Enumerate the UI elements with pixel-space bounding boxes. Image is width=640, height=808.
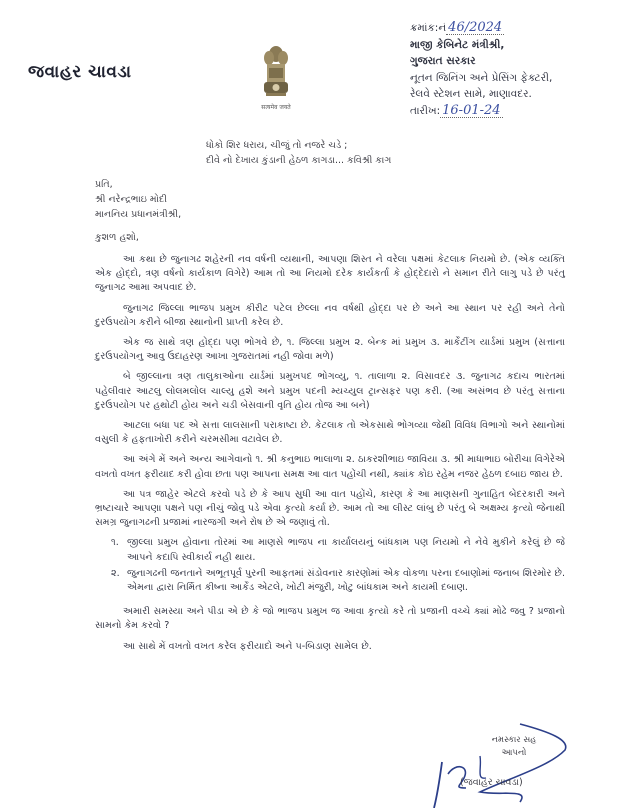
- recipient-name: શ્રી નરેન્દ્રભાઇ મોદી: [95, 194, 168, 205]
- reference-number-field: [446, 22, 504, 35]
- letterhead-details: [410, 20, 635, 119]
- list-item: [111, 567, 565, 595]
- national-emblem: [256, 44, 296, 116]
- date-line: [410, 103, 635, 120]
- sender-name: જવાહર ચાવડા: [28, 62, 132, 82]
- list-text: જુનાગઢની જનતાને અભૂતપૂર્વ પુરની આફતમાં સંડોવનાર કારણોમાં એક વોકળા પરના દબાણોમાં જનાબ શિરમોર છે. એમના દ્વારા નિર્મિત કીષ્ના આર્કેડ એટલે, ખોટી મંજુરી, ખોટુ બાંધકામ અને કાયમી દબાણ.: [127, 567, 565, 594]
- address-line-2: રેલવે સ્ટેશન સામે, માણાવદર.: [410, 88, 532, 100]
- paragraph: આ સાથે મેં વખતો વખત કરેલ ફરીયાદો અને ૫-બિડાણ સામેલ છે.: [123, 640, 372, 652]
- paragraph: આ પત્ર જાહેર એટલે કરવો પડે છે કે આપ સુધી આ વાત પહોંચે, કારણ કે આ માણસની ગુનાહિત બેદરકારી અને ભ્રષ્ટાચારે આપણા પક્ષને પણ નીચું જોવુ પડે એવા કૃત્યો કર્યા છે. આમ તો આ લીસ્ટ લાંબુ છે પરંતુ બે અક્ષમ્ય કૃત્યો જેનાથી સમગ્ર જુનાગઢની પ્રજામાં નારજગી અને રોષ છે એ જણાવું તો.: [95, 488, 565, 529]
- reference-number: 46/2024: [448, 20, 503, 35]
- designation: માજી કેબિનેટ મંત્રીશ્રી,: [410, 38, 505, 51]
- list-item: [111, 536, 565, 564]
- list-number: ૨.: [111, 567, 120, 579]
- reference-line: [410, 20, 635, 37]
- quote-line-1: ધોકો શિર ધરાય, ચીજું તો નજરે ચડે ;: [206, 140, 348, 151]
- signoff-line-1: નમસ્કાર સહ: [491, 735, 537, 745]
- complaint-list: [95, 536, 565, 595]
- recipient-salutation: પ્રતિ,: [95, 179, 113, 190]
- letter-body: [95, 253, 565, 660]
- date-value: 16-01-24: [442, 102, 501, 118]
- recipient-title: માનનિય પ્રધાનમંત્રીશ્રી,: [95, 209, 182, 220]
- emblem-motto: सत्यमेव जयते: [261, 104, 291, 111]
- reference-label: ક્રમાંક:નં: [410, 22, 447, 34]
- signoff-line-2: આપનો: [501, 748, 527, 758]
- date-label: તારીખ:: [410, 104, 441, 117]
- signatory-name: (જવાહર ચાવડા): [460, 777, 523, 788]
- paragraph: આ અંગે મેં અને અન્ય આગેવાનો ૧. શ્રી કનુભાઇ ભાલાળા ૨. ઠાકરશીભાઇ જાવિયા ૩. શ્રી માધાભાઇ બોરીચા વિગેરેએ વખતો વખત ફરીયાદ કરી હોવા છતા પણ આપના સમક્ષ આ વાત પહોંચી નથી, ક્યાંક કોઇ રહેમ નજર હેઠળ દબાઇ જાય છે.: [95, 454, 565, 480]
- date-field: [440, 102, 502, 118]
- paragraph: જુનાગઢ જિલ્લા ભાજપ પ્રમુખ કીરીટ પટેલ છેલ્લા નવ વર્ષથી હોદ્દા પર છે અને આ સ્થાન પર રહી અને તેનો દુરઉપયોગ કરીને બીજા સ્થાનોની પ્રાપ્તી કરેલ છે.: [95, 302, 565, 328]
- signature-icon: [420, 722, 580, 808]
- paragraph: આટલા બધા પદ એ સત્તા લાલસાની પરાકાષ્ટા છે. કેટલાક તો એકસાથે ભોગવ્યા જેથી વિવિધ વિભાગો અને સ્થાનોમાં વસુલી કે હફતાખોરી કરીને ચરમસીમા વટાવેલ છે.: [95, 420, 565, 446]
- list-number: ૧.: [111, 537, 119, 549]
- government: ગુજરાત સરકાર: [410, 55, 476, 67]
- paragraph: આ કથા છે જુનાગઢ શહેરની નવ વર્ષની વ્યથાની, આપણા શિસ્ત ને વરેલા પક્ષમાં કેટલાક નિયમો છે. (એક વ્યક્તિ એક હોદ્દો, ત્રણ વર્ષનો કાર્યકાળ વિગેરે) આમ તો આ નિયમો દરેક કાર્યકર્તા કે હોદ્દેદારો ને સમાન રીતે લાગુ પડે છે પરંતુ જુનાગઢ આમા અપવાદ છે.: [95, 254, 565, 294]
- recipient-block: [95, 177, 181, 222]
- paragraph: બે જીલ્લાના ત્રણ તાલુકાઓના યાર્ડમાં પ્રમુખપદ ભોગવ્યુ, ૧. તાલાળા ૨. વિસાવદર ૩. જુનાગઢ કદાચ ભારતમાં પહેલીવાર આટલુ લોલમલોલ ચાલ્યુ હશે અને પ્રમુખ પદની મ્યચ્યુલ ટ્રાન્સફર પણ કરી. (આ અસંભવ છે પરંતુ સત્તાના દુરઉપયોગ પર હથોટી હોય અને ચડી બેસવાની વૃતિ હોય તોજ આ બને): [95, 371, 565, 411]
- list-text: જીલ્લા પ્રમુખ હોવાના તોરમાં આ માણસે ભાજપ ના કાર્યાલયનું બાંધકામ પણ નિયમો ને નેવે મુકીને કરેલું છે જે આપને કદાપિ સ્વીકાર્ય નહી થાય.: [127, 537, 565, 563]
- address-line-1: નૂતન જિનિંગ અને પ્રેસિંગ ફેક્ટરી,: [410, 71, 553, 84]
- quote-line-2: દીવે નો દેખાય કુંડાની હેઠળ કાગડા... કવિશ્રી કાગ: [206, 155, 392, 166]
- paragraph: અમારી સમસ્યા અને પીડા એ છે કે જો ભાજપ પ્રમુખ જ આવા કૃત્યો કરે તો પ્રજાની વચ્ચે ક્યાં મોઢે જવુ ? પ્રજાનો સામનો કેમ કરવો ?: [95, 606, 565, 632]
- poem-quote: [206, 138, 566, 168]
- paragraph: એક જ સાથે ત્રણ હોદ્દા પણ ભોગવે છે, ૧. જિલ્લા પ્રમુખ ૨. બેન્ક માં પ્રમુખ ૩. માર્કેટીંગ યાર્ડમાં પ્રમુખ (સત્તાના દુરઉપયોગનુ આવુ ઉદાહરણ આખા ગુજરાતમાં નહી જોવા મળે): [95, 337, 565, 363]
- ashoka-emblem-icon: [261, 44, 291, 102]
- greeting: કુશળ હશો,: [95, 232, 139, 243]
